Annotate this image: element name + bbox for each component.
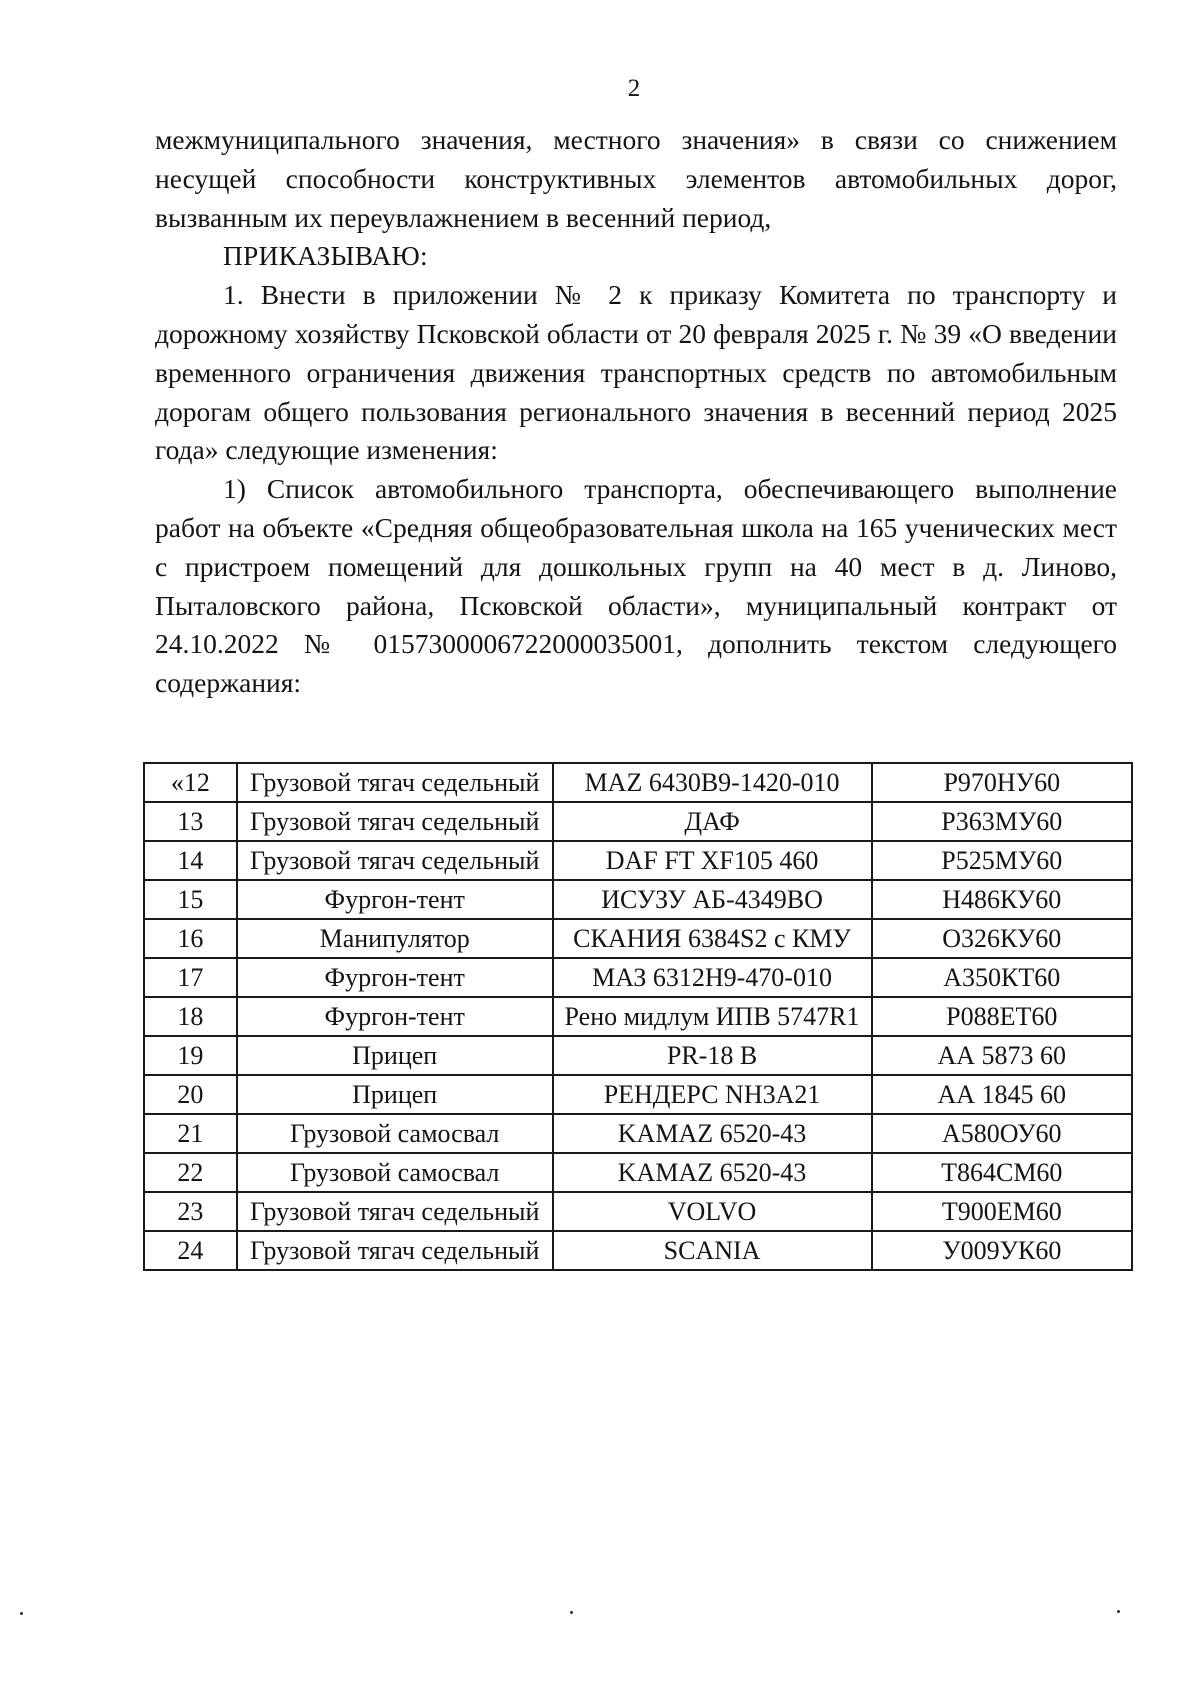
- vehicle-plate: Р363МУ60: [872, 802, 1132, 841]
- scan-speck: [1117, 1610, 1120, 1613]
- table-row: [144, 1153, 1132, 1192]
- vehicle-plate: Р525МУ60: [872, 841, 1132, 880]
- vehicle-type: Фургон-тент: [237, 997, 553, 1036]
- scan-speck: [570, 1611, 573, 1614]
- vehicle-plate: У009УК60: [872, 1231, 1132, 1270]
- vehicle-model: MAZ 6430B9-1420-010: [553, 763, 872, 802]
- vehicle-type: Грузовой тягач седельный: [237, 763, 553, 802]
- vehicle-plate: О326КУ60: [872, 919, 1132, 958]
- vehicle-model: SCANIA: [553, 1231, 872, 1270]
- row-number: 24: [144, 1231, 237, 1270]
- row-number: 14: [144, 841, 237, 880]
- vehicle-type: Грузовой тягач седельный: [237, 802, 553, 841]
- vehicle-model: KAMAZ 6520-43: [553, 1153, 872, 1192]
- vehicle-type: Грузовой самосвал: [237, 1153, 553, 1192]
- row-number: «12: [144, 763, 237, 802]
- vehicle-plate: АА 1845 60: [872, 1075, 1132, 1114]
- row-number: 21: [144, 1114, 237, 1153]
- row-number: 17: [144, 958, 237, 997]
- vehicle-type: Грузовой самосвал: [237, 1114, 553, 1153]
- document-body: [155, 121, 1117, 703]
- vehicle-type: Манипулятор: [237, 919, 553, 958]
- vehicle-model: DAF FT XF105 460: [553, 841, 872, 880]
- table-row: [144, 1192, 1132, 1231]
- vehicle-type: Грузовой тягач седельный: [237, 1192, 553, 1231]
- vehicle-model: СКАНИЯ 6384S2 с КМУ: [553, 919, 872, 958]
- table-row: [144, 802, 1132, 841]
- vehicle-plate: Т900ЕМ60: [872, 1192, 1132, 1231]
- vehicle-plate: Н486КУ60: [872, 880, 1132, 919]
- vehicle-type: Прицеп: [237, 1075, 553, 1114]
- row-number: 23: [144, 1192, 237, 1231]
- vehicle-plate: Р088ЕТ60: [872, 997, 1132, 1036]
- row-number: 18: [144, 997, 237, 1036]
- vehicle-plate: Р970НУ60: [872, 763, 1132, 802]
- vehicle-plate: Т864СМ60: [872, 1153, 1132, 1192]
- table-row: [144, 841, 1132, 880]
- row-number: 13: [144, 802, 237, 841]
- paragraph-intro-continuation: межмуниципального значения, местного значения» в связи со снижением несущей способности конструктивных элементов автомобильных дорог, вызванным их переувлажнением в весенний период,: [155, 124, 1117, 233]
- scan-speck: [20, 1612, 23, 1615]
- table-row: [144, 1114, 1132, 1153]
- table-row: [144, 958, 1132, 997]
- row-number: 15: [144, 880, 237, 919]
- vehicle-model: РЕНДЕРС NH3A21: [553, 1075, 872, 1114]
- vehicle-type: Прицеп: [237, 1036, 553, 1075]
- vehicle-model: VOLVO: [553, 1192, 872, 1231]
- row-number: 19: [144, 1036, 237, 1075]
- table-row: [144, 1231, 1132, 1270]
- vehicle-model: ИСУЗУ АБ-4349ВО: [553, 880, 872, 919]
- paragraph-item-1-1: 1) Список автомобильного транспорта, обеспечивающего выполнение работ на объекте «Средняя общеобразовательная школа на 165 ученических мест с пристроем помещений для дошкольных групп на 40 мест в д. Линово, Пыталовского района, Псковской области», муниципальный контракт от 24.10.2022 № 0157300006722000035001, дополнить текстом следующего содержания:: [155, 473, 1117, 699]
- vehicle-model: МАЗ 6312Н9-470-010: [553, 958, 872, 997]
- vehicle-plate: АА 5873 60: [872, 1036, 1132, 1075]
- table-row: [144, 763, 1132, 802]
- vehicle-model: PR-18 B: [553, 1036, 872, 1075]
- vehicle-model: ДАФ: [553, 802, 872, 841]
- vehicle-type: Фургон-тент: [237, 880, 553, 919]
- row-number: 16: [144, 919, 237, 958]
- vehicle-plate: А580ОУ60: [872, 1114, 1132, 1153]
- vehicle-type: Фургон-тент: [237, 958, 553, 997]
- vehicle-model: KAMAZ 6520-43: [553, 1114, 872, 1153]
- table-row: [144, 1075, 1132, 1114]
- table-row: [144, 919, 1132, 958]
- table-row: [144, 1036, 1132, 1075]
- table-row: [144, 880, 1132, 919]
- page-number: 2: [627, 75, 641, 102]
- vehicle-plate: А350КТ60: [872, 958, 1132, 997]
- vehicle-table: [143, 762, 1133, 1271]
- vehicle-type: Грузовой тягач седельный: [237, 841, 553, 880]
- order-heading: ПРИКАЗЫВАЮ:: [223, 240, 428, 272]
- row-number: 20: [144, 1075, 237, 1114]
- vehicle-type: Грузовой тягач седельный: [237, 1231, 553, 1270]
- paragraph-item-1: 1. Внести в приложении № 2 к приказу Комитета по транспорту и дорожному хозяйству Псковской области от 20 февраля 2025 г. № 39 «О введении временного ограничения движения транспортных средств по автомобильным дорогам общего пользования регионального значения в весенний период 2025 года» следующие изменения:: [155, 279, 1117, 466]
- table-row: [144, 997, 1132, 1036]
- vehicle-model: Рено мидлум ИПВ 5747R1: [553, 997, 872, 1036]
- row-number: 22: [144, 1153, 237, 1192]
